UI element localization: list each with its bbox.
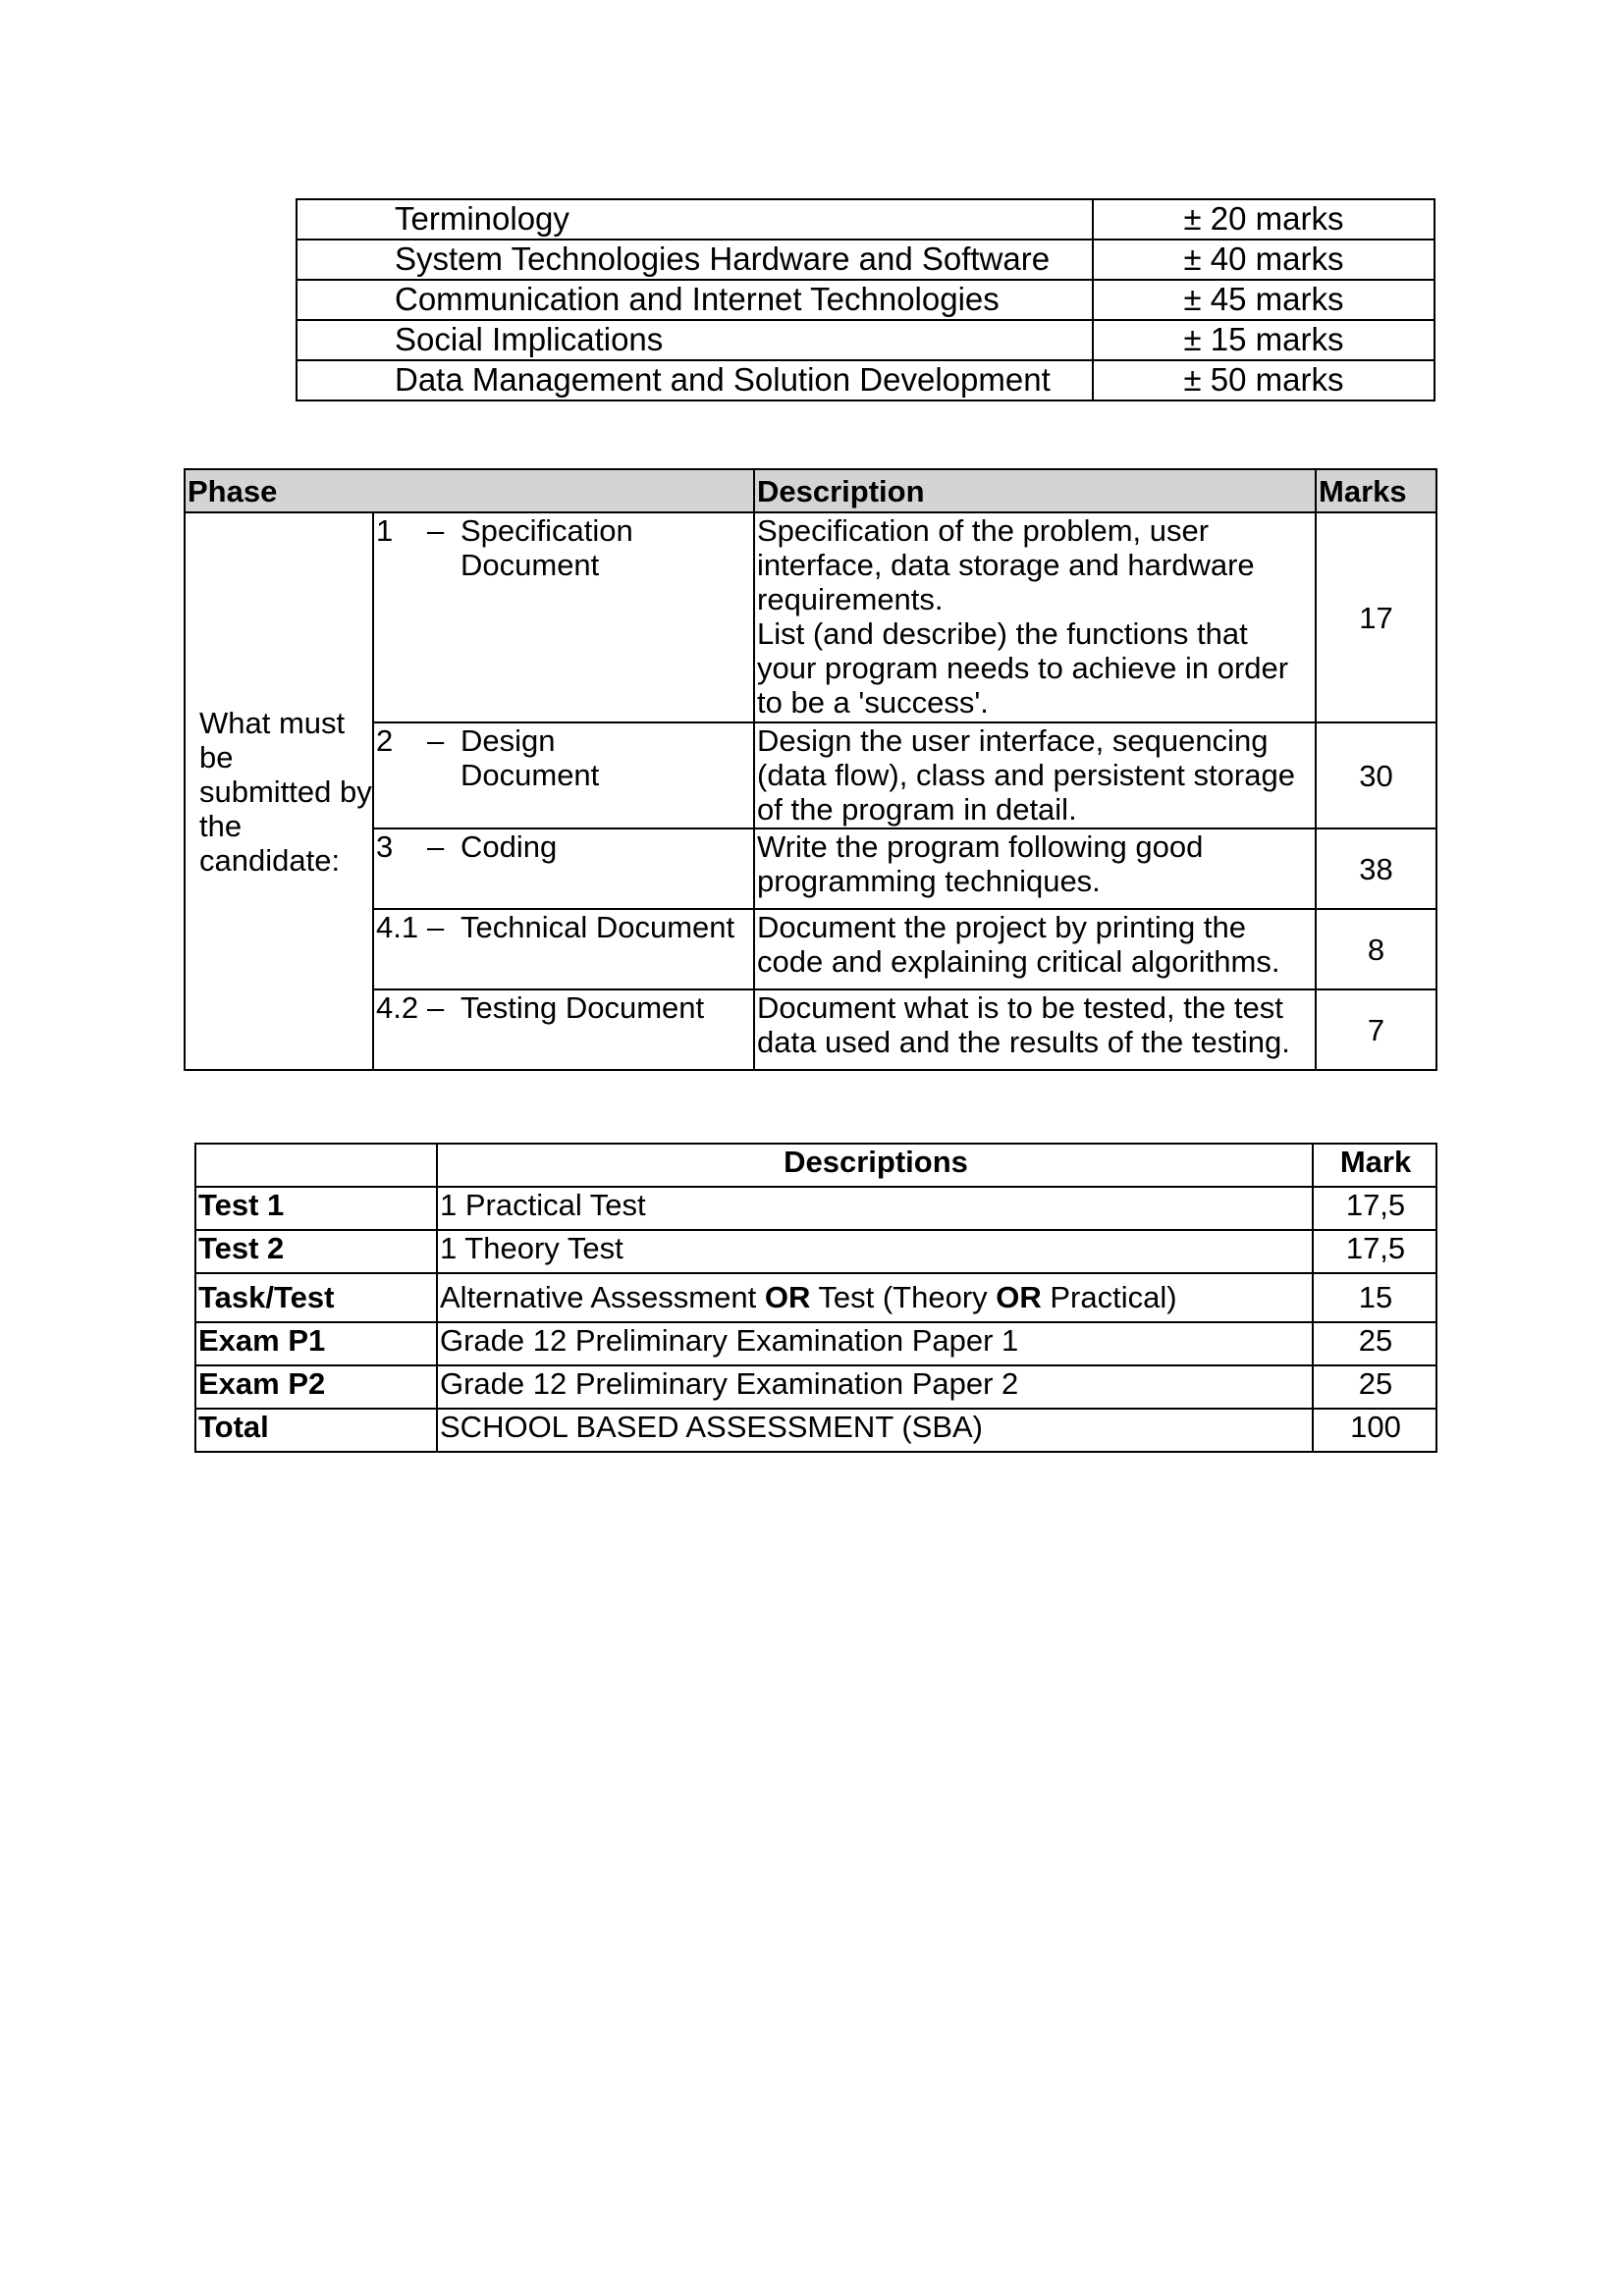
topic-row — [297, 199, 1435, 240]
header-marks: Marks — [1316, 469, 1436, 512]
phase-step — [373, 909, 754, 989]
step-name: Technical Document — [460, 910, 735, 944]
phase-row — [185, 722, 1436, 828]
assessment-mark: 25 — [1313, 1322, 1436, 1365]
header-mark: Mark — [1313, 1144, 1436, 1187]
header-phase: Phase — [185, 469, 754, 512]
assessment-row — [195, 1365, 1436, 1409]
assessment-row — [195, 1230, 1436, 1273]
assessment-label: Exam P1 — [195, 1322, 437, 1365]
step-number: 1 — [376, 513, 394, 548]
assessment-description: SCHOOL BASED ASSESSMENT (SBA) — [437, 1409, 1313, 1452]
phase-step — [373, 828, 754, 909]
desc-or: OR — [764, 1280, 811, 1314]
step-name: Coding — [460, 829, 558, 864]
phase-step — [373, 989, 754, 1070]
phase-step — [373, 512, 754, 722]
topic-marks: ± 40 marks — [1093, 240, 1435, 280]
assessment-row — [195, 1273, 1436, 1322]
topic-row — [297, 240, 1435, 280]
assessment-label: Test 2 — [195, 1230, 437, 1273]
assessment-label: Task/Test — [195, 1273, 437, 1322]
topic-marks: ± 50 marks — [1093, 360, 1435, 400]
topics-table — [296, 198, 1435, 401]
step-marks: 30 — [1316, 722, 1436, 828]
step-number: 3 — [376, 829, 394, 864]
assessment-description — [437, 1273, 1313, 1322]
assessment-description: Grade 12 Preliminary Examination Paper 1 — [437, 1322, 1313, 1365]
step-description: Document what is to be tested, the test data used and the results of the testing. — [754, 989, 1316, 1070]
topic-name: Data Management and Solution Development — [297, 360, 1093, 400]
phase-row — [185, 828, 1436, 909]
assessment-mark: 15 — [1313, 1273, 1436, 1322]
assessment-mark: 17,5 — [1313, 1230, 1436, 1273]
assessment-label: Test 1 — [195, 1187, 437, 1230]
topic-row — [297, 280, 1435, 320]
step-dash: – — [427, 513, 445, 548]
topic-name: Communication and Internet Technologies — [297, 280, 1093, 320]
step-dash: – — [427, 990, 445, 1025]
phase-row — [185, 909, 1436, 989]
step-marks: 7 — [1316, 989, 1436, 1070]
assessment-table-header — [195, 1144, 1436, 1187]
step-marks: 17 — [1316, 512, 1436, 722]
step-dash: – — [427, 910, 445, 944]
step-number: 4.1 — [376, 910, 419, 944]
step-description: Design the user interface, sequencing (data flow), class and persistent storage of the program in detail. — [754, 722, 1316, 828]
topic-marks: ± 15 marks — [1093, 320, 1435, 360]
step-dash: – — [427, 723, 445, 758]
assessment-description: Grade 12 Preliminary Examination Paper 2 — [437, 1365, 1313, 1409]
step-description: Write the program following good programming techniques. — [754, 828, 1316, 909]
step-description-text: Specification of the problem, user interface, data storage and hardware requirements. — [757, 513, 1255, 616]
desc-part: Practical) — [1041, 1280, 1177, 1314]
assessment-description: 1 Theory Test — [437, 1230, 1313, 1273]
topic-row — [297, 320, 1435, 360]
topic-marks: ± 20 marks — [1093, 199, 1435, 240]
desc-or: OR — [996, 1280, 1042, 1314]
phase-table-header — [185, 469, 1436, 512]
assessment-table — [194, 1143, 1437, 1453]
step-dash: – — [427, 829, 445, 864]
step-name: Specification Document — [460, 513, 633, 582]
topic-name: Social Implications — [297, 320, 1093, 360]
step-marks: 8 — [1316, 909, 1436, 989]
desc-part: Alternative Assessment — [440, 1280, 765, 1314]
phase-row — [185, 512, 1436, 722]
step-number: 2 — [376, 723, 394, 758]
assessment-row — [195, 1409, 1436, 1452]
topic-row — [297, 360, 1435, 400]
assessment-row — [195, 1187, 1436, 1230]
header-descriptions: Descriptions — [437, 1144, 1313, 1187]
phase-label: What must be submitted by the candidate: — [185, 512, 373, 1070]
assessment-mark: 100 — [1313, 1409, 1436, 1452]
assessment-mark: 17,5 — [1313, 1187, 1436, 1230]
step-description — [754, 512, 1316, 722]
assessment-row — [195, 1322, 1436, 1365]
phase-step — [373, 722, 754, 828]
step-marks: 38 — [1316, 828, 1436, 909]
assessment-mark: 25 — [1313, 1365, 1436, 1409]
assessment-label: Exam P2 — [195, 1365, 437, 1409]
step-name: Testing Document — [460, 990, 705, 1025]
topic-marks: ± 45 marks — [1093, 280, 1435, 320]
topic-name: System Technologies Hardware and Software — [297, 240, 1093, 280]
assessment-label: Total — [195, 1409, 437, 1452]
step-number: 4.2 — [376, 990, 419, 1025]
step-description-text-2: List (and describe) the functions that your program needs to achieve in order to be a 'success'. — [757, 616, 1289, 720]
desc-part: Test (Theory — [810, 1280, 997, 1314]
phase-row — [185, 989, 1436, 1070]
assessment-description: 1 Practical Test — [437, 1187, 1313, 1230]
step-description: Document the project by printing the code and explaining critical algorithms. — [754, 909, 1316, 989]
header-description: Description — [754, 469, 1316, 512]
header-label — [195, 1144, 437, 1187]
step-name: Design Document — [460, 723, 600, 792]
topic-name: Terminology — [297, 199, 1093, 240]
phase-table — [184, 468, 1437, 1071]
